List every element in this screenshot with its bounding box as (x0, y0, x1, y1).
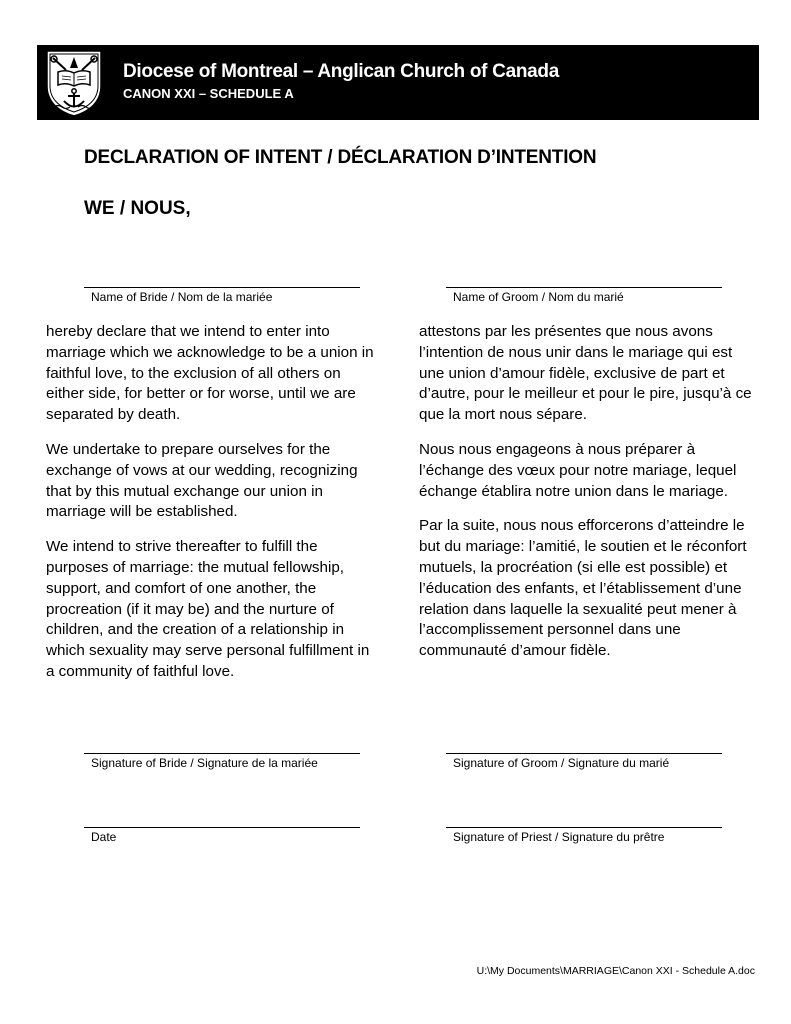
groom-signature-label: Signature of Groom / Signature du marié (453, 756, 670, 770)
canon-subtitle: CANON XXI – SCHEDULE A (123, 86, 294, 101)
english-column (46, 322, 376, 697)
bride-signature-line[interactable] (84, 753, 360, 754)
bride-name-label: Name of Bride / Nom de la mariée (91, 290, 273, 304)
bride-name-line[interactable] (84, 287, 360, 288)
groom-name-line[interactable] (446, 287, 722, 288)
we-heading: WE / NOUS, (84, 198, 191, 219)
french-paragraph: Par la suite, nous nous efforcerons d’atteindre le but du mariage: l’amitié, le soutien et le réconfort mutuels, la procréation (si elle est possible) et l’éducation des enfants, et l’établissement d’une relation dans laquelle la sexualité peut mener à l’accomplissement personnel dans une communauté d’amour fidèle. (419, 517, 747, 660)
header-banner (37, 45, 759, 120)
groom-signature-line[interactable] (446, 753, 722, 754)
diocese-crest-icon (44, 48, 104, 118)
priest-signature-line[interactable] (446, 827, 722, 828)
date-line[interactable] (84, 827, 360, 828)
groom-name-label: Name of Groom / Nom du marié (453, 290, 624, 304)
french-column (419, 322, 754, 676)
french-paragraph: Nous nous engageons à nous préparer à l’échange des vœux pour notre mariage, lequel échange établira notre union dans le mariage. (419, 440, 737, 500)
priest-signature-label: Signature of Priest / Signature du prêtre (453, 830, 665, 844)
bride-signature-label: Signature of Bride / Signature de la mariée (91, 756, 318, 770)
french-paragraph: attestons par les présentes que nous avons l’intention de nous unir dans le mariage qui est une union d’amour fidèle, exclusive de part et d’autre, pour le meilleur et pour le pire, jusqu’à ce que la mort nous sépare. (419, 323, 752, 424)
english-paragraph: We intend to strive thereafter to fulfill the purposes of marriage: the mutual fellowship, support, and comfort of one another, the procreation (if it may be) and the nurture of children, and the creation of a relationship in which sexuality may serve personal fulfillment in a community of faithful love. (46, 538, 370, 680)
file-path-footer: U:\My Documents\MARRIAGE\Canon XXI - Schedule A.doc (476, 965, 755, 977)
date-label: Date (91, 830, 117, 844)
diocese-title: Diocese of Montreal – Anglican Church of Canada (123, 61, 559, 82)
english-paragraph: We undertake to prepare ourselves for the exchange of vows at our wedding, recognizing that by this mutual exchange our union in marriage will be established. (46, 440, 358, 521)
english-paragraph: hereby declare that we intend to enter into marriage which we acknowledge to be a union in faithful love, to the exclusion of all others on either side, for better or for worse, until we are separated by death. (46, 323, 374, 424)
document-title: DECLARATION OF INTENT / DÉCLARATION D’INTENTION (84, 147, 597, 168)
